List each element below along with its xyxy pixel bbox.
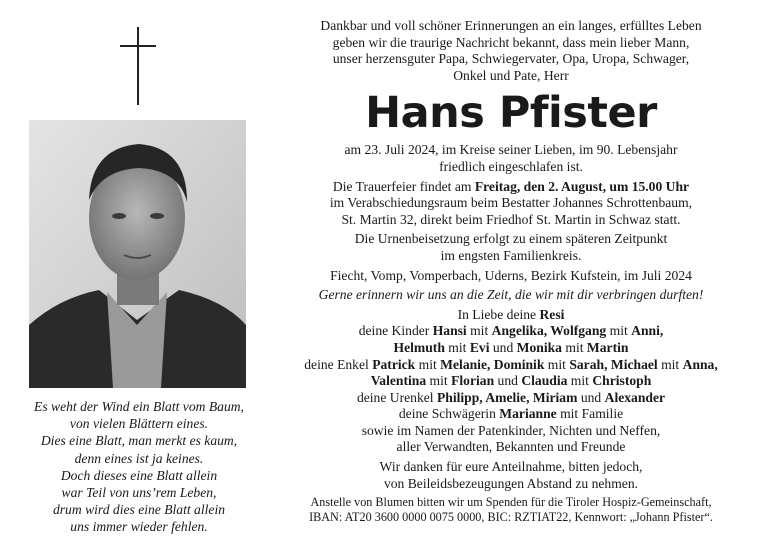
funeral-date: Freitag, den 2. August, um 15.00 Uhr (474, 178, 690, 194)
cross-icon (120, 27, 156, 105)
notice-text (272, 18, 750, 526)
poem-line: war Teil von uns’rem Leben, (61, 485, 217, 501)
poem-line: denn eines ist ja keines. (74, 450, 204, 466)
poem-line: drum wird dies eine Blatt allein (52, 502, 226, 518)
poem-line: uns immer wieder fehlen. (70, 519, 208, 535)
thanks: Wir danken für eure Anteilnahme, bitten jedoch, von Beileidsbezeugungen Abstand zu nehmen. (379, 459, 643, 491)
family-list: In Liebe deine Resi deine Kinder Hansi mit Angelika, Wolfgang mit Anni, Helmuth mit Evi und Monika mit Martin deine Enkel Patrick mit Melanie, Dominik mit Sarah, Michael mit Anna, Valentina mit Florian und Claudia mit Christoph deine Urenkel Philipp, Amelie, Miriam und Alexander deine Schwägerin Marianne mit Familie sowie im Namen der Patenkinder, Nichten und Neffen, aller Verwandten, Bekannten und Freunde (304, 306, 718, 455)
poem-line: Es weht der Wind ein Blatt vom Baum, (34, 399, 244, 414)
portrait-photo (29, 120, 246, 388)
poem-line: Dies eine Blatt, man merkt es kaum, (40, 433, 238, 449)
death-announcement: am 23. Juli 2024, im Kreise seiner Lieben, im 90. Lebensjahr friedlich eingeschlafen ist. (344, 142, 678, 174)
poem (14, 398, 264, 536)
poem-line: von vielen Blättern eines. (69, 416, 209, 432)
funeral-info: Die Trauerfeier findet am Freitag, den 2. August, um 15.00 Uhr im Verabschiedungsraum beim Bestatter Johannes Schrottenbaum, St. Martin 32, direkt beim Friedhof St. Martin in Schwaz statt. (329, 178, 693, 227)
remembrance-line: Gerne erinnern wir uns an die Zeit, die wir mit dir verbringen durften! (318, 287, 704, 303)
deceased-name: Hans Pfister (365, 88, 657, 139)
intro: Dankbar und voll schöner Erinnerungen an ein langes, erfülltes Leben geben wir die traurige Nachricht bekannt, dass mein lieber Mann, unser herzensguter Papa, Schwiegervater, Opa, Uropa, Schwager, Onkel und Pate, Herr (320, 18, 702, 83)
donation-info: Anstelle von Blumen bitten wir um Spenden für die Tiroler Hospiz-Gemeinschaft, IBAN: AT20 3600 0000 0075 0000, BIC: RZTIAT22, Kennwort: „Johann Pfister“. (309, 495, 713, 525)
urn-info: Die Urnenbeisetzung erfolgt zu einem späteren Zeitpunkt im engsten Familienkreis. (354, 231, 668, 263)
place-date: Fiecht, Vomp, Vomperbach, Uderns, Bezirk Kufstein, im Juli 2024 (330, 267, 692, 283)
poem-line: Doch dieses eine Blatt allein (60, 467, 218, 483)
